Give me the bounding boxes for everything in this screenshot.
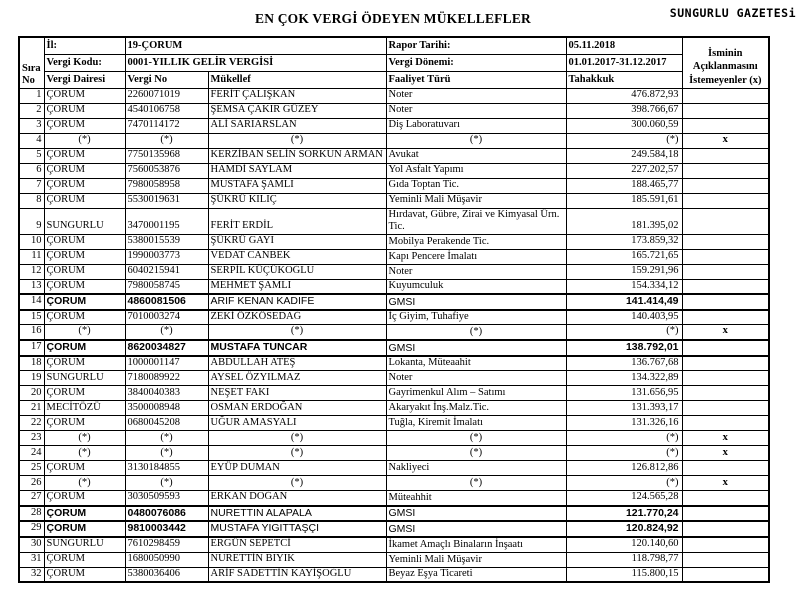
col-header-vergi-dairesi: Vergi Dairesi [44, 71, 125, 88]
cell-faaliyet-turu: (*) [386, 431, 566, 446]
cell-vergi-dairesi: ÇORUM [44, 118, 125, 133]
cell-vergi-no: 7750135968 [125, 148, 208, 163]
cell-tahakkuk: 121.770,24 [566, 506, 682, 522]
cell-mukellef: ZEKİ ÖZKÖSEDAĞ [208, 310, 386, 325]
cell-sira-no: 27 [19, 491, 44, 506]
col-header-tahakkuk: Tahakkuk [566, 71, 682, 88]
cell-vergi-no: (*) [125, 325, 208, 340]
cell-vergi-no: 7470114172 [125, 118, 208, 133]
cell-vergi-dairesi: ÇORUM [44, 461, 125, 476]
cell-sira-no: 17 [19, 340, 44, 356]
cell-anonim-mark [682, 567, 769, 582]
cell-vergi-no: 6040215941 [125, 264, 208, 279]
cell-faaliyet-turu: Akaryakıt İnş.Malz.Tic. [386, 401, 566, 416]
cell-tahakkuk: (*) [566, 431, 682, 446]
table-row [19, 371, 769, 386]
cell-mukellef: NEŞET FAKI [208, 386, 386, 401]
table-row [19, 178, 769, 193]
table-row [19, 103, 769, 118]
cell-anonim-mark [682, 264, 769, 279]
cell-vergi-no: 0480076086 [125, 506, 208, 522]
cell-faaliyet-turu: (*) [386, 446, 566, 461]
cell-sira-no: 8 [19, 193, 44, 208]
cell-vergi-dairesi: SUNGURLU [44, 537, 125, 552]
table-row [19, 431, 769, 446]
rapor-tarihi-value: 05.11.2018 [566, 37, 682, 54]
cell-vergi-dairesi: ÇORUM [44, 178, 125, 193]
cell-faaliyet-turu: Noter [386, 264, 566, 279]
cell-vergi-no: 3500008948 [125, 401, 208, 416]
cell-vergi-dairesi: ÇORUM [44, 234, 125, 249]
cell-vergi-no: (*) [125, 431, 208, 446]
cell-sira-no: 9 [19, 208, 44, 234]
table-row [19, 506, 769, 522]
cell-mukellef: MEHMET ŞAMLI [208, 279, 386, 294]
cell-anonim-mark: x [682, 431, 769, 446]
cell-vergi-dairesi: (*) [44, 476, 125, 491]
cell-sira-no: 12 [19, 264, 44, 279]
table-row [19, 521, 769, 537]
col-header-mukellef: Mükellef [208, 71, 386, 88]
cell-vergi-no: 8620034827 [125, 340, 208, 356]
table-row [19, 208, 769, 234]
cell-anonim-mark: x [682, 133, 769, 148]
cell-sira-no: 22 [19, 416, 44, 431]
table-row [19, 537, 769, 552]
cell-faaliyet-turu: Hırdavat, Gübre, Zirai ve Kimyasal Ürn. Tic. [386, 208, 566, 234]
cell-sira-no: 3 [19, 118, 44, 133]
cell-tahakkuk: 131.393,17 [566, 401, 682, 416]
cell-faaliyet-turu: Kuyumculuk [386, 279, 566, 294]
newspaper-masthead: SUNGURLU GAZETESi [669, 6, 796, 20]
cell-vergi-dairesi: ÇORUM [44, 386, 125, 401]
table-row [19, 234, 769, 249]
vergi-kodu-label: Vergi Kodu: [44, 54, 125, 71]
cell-mukellef: NURETTİN BIYIK [208, 552, 386, 567]
cell-faaliyet-turu: Nakliyeci [386, 461, 566, 476]
cell-tahakkuk: 181.395,02 [566, 208, 682, 234]
table-row [19, 193, 769, 208]
cell-anonim-mark [682, 537, 769, 552]
cell-sira-no: 1 [19, 88, 44, 103]
cell-vergi-dairesi: ÇORUM [44, 356, 125, 371]
cell-anonim-mark [682, 340, 769, 356]
cell-anonim-mark [682, 148, 769, 163]
col-header-sira-no: Sıra No [19, 37, 44, 88]
cell-tahakkuk: 131.326,16 [566, 416, 682, 431]
cell-vergi-no: 7010003274 [125, 310, 208, 325]
cell-vergi-no: (*) [125, 133, 208, 148]
table-header [19, 37, 769, 88]
cell-faaliyet-turu: (*) [386, 133, 566, 148]
table-row [19, 491, 769, 506]
cell-faaliyet-turu: (*) [386, 325, 566, 340]
cell-tahakkuk: 141.414,49 [566, 294, 682, 310]
cell-faaliyet-turu: Tuğla, Kiremit İmalatı [386, 416, 566, 431]
cell-mukellef: ARİF SADETTİN KAYİŞOĞLU [208, 567, 386, 582]
cell-faaliyet-turu: İkamet Amaçlı Binaların İnşaatı [386, 537, 566, 552]
cell-vergi-no: (*) [125, 446, 208, 461]
cell-mukellef: FERİT ÇALIŞKAN [208, 88, 386, 103]
col-header-faaliyet-turu: Faaliyet Türü [386, 71, 566, 88]
cell-faaliyet-turu: Noter [386, 88, 566, 103]
table-row [19, 567, 769, 582]
cell-tahakkuk: 227.202,57 [566, 163, 682, 178]
cell-vergi-dairesi: ÇORUM [44, 552, 125, 567]
cell-faaliyet-turu: Müteahhit [386, 491, 566, 506]
rapor-tarihi-label: Rapor Tarihi: [386, 37, 566, 54]
cell-sira-no: 21 [19, 401, 44, 416]
cell-tahakkuk: (*) [566, 133, 682, 148]
cell-mukellef: ERGÜN SEPETCİ [208, 537, 386, 552]
cell-faaliyet-turu: Avukat [386, 148, 566, 163]
cell-faaliyet-turu: Yeminli Mali Müşavir [386, 552, 566, 567]
cell-tahakkuk: 124.565,28 [566, 491, 682, 506]
table-row [19, 356, 769, 371]
cell-mukellef: HAMDİ SAYLAM [208, 163, 386, 178]
cell-vergi-no: 4860081506 [125, 294, 208, 310]
cell-vergi-no: 7610298459 [125, 537, 208, 552]
table-row [19, 118, 769, 133]
cell-faaliyet-turu: Gıda Toptan Tic. [386, 178, 566, 193]
table-row [19, 148, 769, 163]
cell-faaliyet-turu: (*) [386, 476, 566, 491]
table-row [19, 340, 769, 356]
col-header-anonim: İsminin Açıklanmasını İstemeyenler (x) [682, 37, 769, 88]
cell-vergi-no: (*) [125, 476, 208, 491]
cell-tahakkuk: 188.465,77 [566, 178, 682, 193]
cell-tahakkuk: (*) [566, 446, 682, 461]
cell-vergi-no: 3840040383 [125, 386, 208, 401]
cell-vergi-dairesi: ÇORUM [44, 88, 125, 103]
cell-sira-no: 19 [19, 371, 44, 386]
cell-tahakkuk: 185.591,61 [566, 193, 682, 208]
page-title: EN ÇOK VERGİ ÖDEYEN MÜKELLEFLER [255, 11, 531, 26]
cell-vergi-no: 2260071019 [125, 88, 208, 103]
cell-sira-no: 31 [19, 552, 44, 567]
cell-anonim-mark [682, 103, 769, 118]
cell-tahakkuk: 398.766,67 [566, 103, 682, 118]
cell-tahakkuk: 131.656,95 [566, 386, 682, 401]
cell-anonim-mark [682, 279, 769, 294]
cell-sira-no: 23 [19, 431, 44, 446]
column-header-row [19, 71, 769, 88]
cell-mukellef: ARIF KENAN KADIFE [208, 294, 386, 310]
cell-vergi-dairesi: ÇORUM [44, 103, 125, 118]
cell-tahakkuk: 126.812,86 [566, 461, 682, 476]
cell-vergi-no: 7980058745 [125, 279, 208, 294]
cell-mukellef: VEDAT CANBEK [208, 249, 386, 264]
table-row [19, 133, 769, 148]
cell-faaliyet-turu: GMSI [386, 294, 566, 310]
table-row [19, 386, 769, 401]
cell-mukellef: (*) [208, 325, 386, 340]
cell-anonim-mark [682, 193, 769, 208]
cell-anonim-mark [682, 163, 769, 178]
cell-vergi-dairesi: (*) [44, 325, 125, 340]
cell-tahakkuk: (*) [566, 476, 682, 491]
cell-anonim-mark [682, 401, 769, 416]
cell-mukellef: MUSTAFA ŞAMLI [208, 178, 386, 193]
cell-vergi-dairesi: ÇORUM [44, 491, 125, 506]
cell-tahakkuk: 140.403,95 [566, 310, 682, 325]
table-row [19, 325, 769, 340]
cell-vergi-dairesi: ÇORUM [44, 416, 125, 431]
cell-mukellef: OSMAN ERDOĞAN [208, 401, 386, 416]
cell-sira-no: 25 [19, 461, 44, 476]
cell-vergi-dairesi: ÇORUM [44, 567, 125, 582]
cell-mukellef: (*) [208, 133, 386, 148]
cell-vergi-no: 7180089922 [125, 371, 208, 386]
meta-row-2 [19, 54, 769, 71]
cell-mukellef: ŞÜKRÜ GAYI [208, 234, 386, 249]
cell-anonim-mark: x [682, 476, 769, 491]
cell-mukellef: UĞUR AMASYALI [208, 416, 386, 431]
cell-sira-no: 24 [19, 446, 44, 461]
cell-vergi-dairesi: ÇORUM [44, 163, 125, 178]
table-row [19, 279, 769, 294]
cell-vergi-no: 1990003773 [125, 249, 208, 264]
cell-mukellef: (*) [208, 446, 386, 461]
cell-vergi-no: 5530019631 [125, 193, 208, 208]
table-row [19, 310, 769, 325]
cell-sira-no: 13 [19, 279, 44, 294]
cell-mukellef: KERZİBAN SELİN SORKUN ARMAN [208, 148, 386, 163]
cell-tahakkuk: 476.872,93 [566, 88, 682, 103]
il-label: İl: [44, 37, 125, 54]
cell-mukellef: SERPİL KÜÇÜKOĞLU [208, 264, 386, 279]
cell-mukellef: AYSEL ÖZYILMAZ [208, 371, 386, 386]
cell-anonim-mark [682, 249, 769, 264]
cell-vergi-dairesi: (*) [44, 446, 125, 461]
cell-tahakkuk: 249.584,18 [566, 148, 682, 163]
cell-anonim-mark [682, 506, 769, 522]
cell-tahakkuk: 136.767,68 [566, 356, 682, 371]
cell-vergi-dairesi: SUNGURLU [44, 208, 125, 234]
cell-faaliyet-turu: Lokanta, Müteaahit [386, 356, 566, 371]
cell-vergi-dairesi: SUNGURLU [44, 371, 125, 386]
cell-sira-no: 20 [19, 386, 44, 401]
cell-sira-no: 5 [19, 148, 44, 163]
table-body [19, 88, 769, 582]
cell-tahakkuk: (*) [566, 325, 682, 340]
cell-sira-no: 2 [19, 103, 44, 118]
cell-vergi-no: 0680045208 [125, 416, 208, 431]
cell-vergi-dairesi: ÇORUM [44, 193, 125, 208]
cell-mukellef: MUSTAFA YIGITTAŞÇI [208, 521, 386, 537]
cell-faaliyet-turu: Mobilya Perakende Tic. [386, 234, 566, 249]
table-row [19, 416, 769, 431]
cell-anonim-mark [682, 356, 769, 371]
cell-faaliyet-turu: Noter [386, 371, 566, 386]
cell-sira-no: 18 [19, 356, 44, 371]
meta-row-1 [19, 37, 769, 54]
table-row [19, 88, 769, 103]
cell-vergi-dairesi: ÇORUM [44, 340, 125, 356]
cell-faaliyet-turu: GMSI [386, 521, 566, 537]
cell-sira-no: 14 [19, 294, 44, 310]
table-row [19, 446, 769, 461]
cell-anonim-mark [682, 118, 769, 133]
cell-anonim-mark [682, 294, 769, 310]
cell-vergi-no: 3470001195 [125, 208, 208, 234]
cell-vergi-dairesi: ÇORUM [44, 310, 125, 325]
cell-anonim-mark: x [682, 446, 769, 461]
taxpayers-table [18, 36, 770, 583]
cell-sira-no: 6 [19, 163, 44, 178]
table-row [19, 249, 769, 264]
cell-vergi-dairesi: ÇORUM [44, 249, 125, 264]
cell-vergi-no: 9810003442 [125, 521, 208, 537]
cell-anonim-mark [682, 371, 769, 386]
cell-mukellef: EYÜP DUMAN [208, 461, 386, 476]
cell-anonim-mark [682, 234, 769, 249]
cell-vergi-dairesi: ÇORUM [44, 506, 125, 522]
cell-mukellef: NURETTIN ALAPALA [208, 506, 386, 522]
cell-tahakkuk: 138.792,01 [566, 340, 682, 356]
cell-anonim-mark [682, 491, 769, 506]
cell-faaliyet-turu: Diş Laboratuvarı [386, 118, 566, 133]
cell-sira-no: 28 [19, 506, 44, 522]
cell-anonim-mark: x [682, 325, 769, 340]
cell-anonim-mark [682, 178, 769, 193]
cell-anonim-mark [682, 416, 769, 431]
cell-sira-no: 16 [19, 325, 44, 340]
cell-anonim-mark [682, 88, 769, 103]
cell-anonim-mark [682, 521, 769, 537]
cell-vergi-dairesi: ÇORUM [44, 148, 125, 163]
cell-mukellef: FERİT ERDİL [208, 208, 386, 234]
cell-anonim-mark [682, 552, 769, 567]
cell-sira-no: 15 [19, 310, 44, 325]
cell-faaliyet-turu: Kapı Pencere İmalatı [386, 249, 566, 264]
cell-vergi-no: 1000001147 [125, 356, 208, 371]
cell-mukellef: (*) [208, 476, 386, 491]
cell-vergi-dairesi: ÇORUM [44, 294, 125, 310]
cell-sira-no: 29 [19, 521, 44, 537]
cell-mukellef: (*) [208, 431, 386, 446]
cell-vergi-no: 7560053876 [125, 163, 208, 178]
cell-faaliyet-turu: GMSI [386, 506, 566, 522]
vergi-donemi-label: Vergi Dönemi: [386, 54, 566, 71]
table-row [19, 401, 769, 416]
cell-mukellef: ALİ SARIARSLAN [208, 118, 386, 133]
cell-sira-no: 7 [19, 178, 44, 193]
cell-mukellef: ŞÜKRÜ KILIÇ [208, 193, 386, 208]
cell-vergi-no: 7980058958 [125, 178, 208, 193]
cell-vergi-no: 3030509593 [125, 491, 208, 506]
table-row [19, 294, 769, 310]
cell-tahakkuk: 154.334,12 [566, 279, 682, 294]
cell-vergi-dairesi: (*) [44, 431, 125, 446]
table-row [19, 552, 769, 567]
cell-vergi-no: 5380036406 [125, 567, 208, 582]
cell-sira-no: 32 [19, 567, 44, 582]
table-row [19, 163, 769, 178]
cell-vergi-no: 5380015539 [125, 234, 208, 249]
cell-vergi-no: 3130184855 [125, 461, 208, 476]
cell-tahakkuk: 300.060,59 [566, 118, 682, 133]
vergi-kodu-value: 0001-YILLIK GELİR VERGİSİ [125, 54, 386, 71]
col-header-vergi-no: Vergi No [125, 71, 208, 88]
cell-sira-no: 4 [19, 133, 44, 148]
cell-tahakkuk: 173.859,32 [566, 234, 682, 249]
cell-anonim-mark [682, 386, 769, 401]
cell-tahakkuk: 115.800,15 [566, 567, 682, 582]
cell-sira-no: 10 [19, 234, 44, 249]
cell-vergi-dairesi: (*) [44, 133, 125, 148]
cell-anonim-mark [682, 310, 769, 325]
cell-tahakkuk: 165.721,65 [566, 249, 682, 264]
cell-tahakkuk: 118.798,77 [566, 552, 682, 567]
cell-vergi-no: 4540106758 [125, 103, 208, 118]
cell-vergi-dairesi: MECİTÖZÜ [44, 401, 125, 416]
cell-mukellef: ŞEMSA ÇAKIR GÜZEY [208, 103, 386, 118]
cell-sira-no: 30 [19, 537, 44, 552]
cell-anonim-mark [682, 208, 769, 234]
cell-sira-no: 11 [19, 249, 44, 264]
cell-mukellef: ERKAN DOĞAN [208, 491, 386, 506]
cell-mukellef: MUSTAFA TUNCAR [208, 340, 386, 356]
cell-sira-no: 26 [19, 476, 44, 491]
cell-anonim-mark [682, 461, 769, 476]
table-row [19, 264, 769, 279]
cell-tahakkuk: 120.140,60 [566, 537, 682, 552]
cell-faaliyet-turu: GMSI [386, 340, 566, 356]
cell-tahakkuk: 120.824,92 [566, 521, 682, 537]
cell-faaliyet-turu: Noter [386, 103, 566, 118]
table-row [19, 461, 769, 476]
cell-tahakkuk: 134.322,89 [566, 371, 682, 386]
cell-tahakkuk: 159.291,96 [566, 264, 682, 279]
il-value: 19-ÇORUM [125, 37, 386, 54]
cell-faaliyet-turu: Gayrimenkul Alım – Satımı [386, 386, 566, 401]
vergi-donemi-value: 01.01.2017-31.12.2017 [566, 54, 682, 71]
cell-faaliyet-turu: Yeminli Mali Müşavir [386, 193, 566, 208]
cell-faaliyet-turu: İç Giyim, Tuhafiye [386, 310, 566, 325]
cell-vergi-dairesi: ÇORUM [44, 279, 125, 294]
cell-mukellef: ABDULLAH ATEŞ [208, 356, 386, 371]
table-row [19, 476, 769, 491]
cell-vergi-no: 1680050990 [125, 552, 208, 567]
cell-vergi-dairesi: ÇORUM [44, 264, 125, 279]
cell-vergi-dairesi: ÇORUM [44, 521, 125, 537]
cell-faaliyet-turu: Beyaz Eşya Ticareti [386, 567, 566, 582]
cell-faaliyet-turu: Yol Asfalt Yapımı [386, 163, 566, 178]
